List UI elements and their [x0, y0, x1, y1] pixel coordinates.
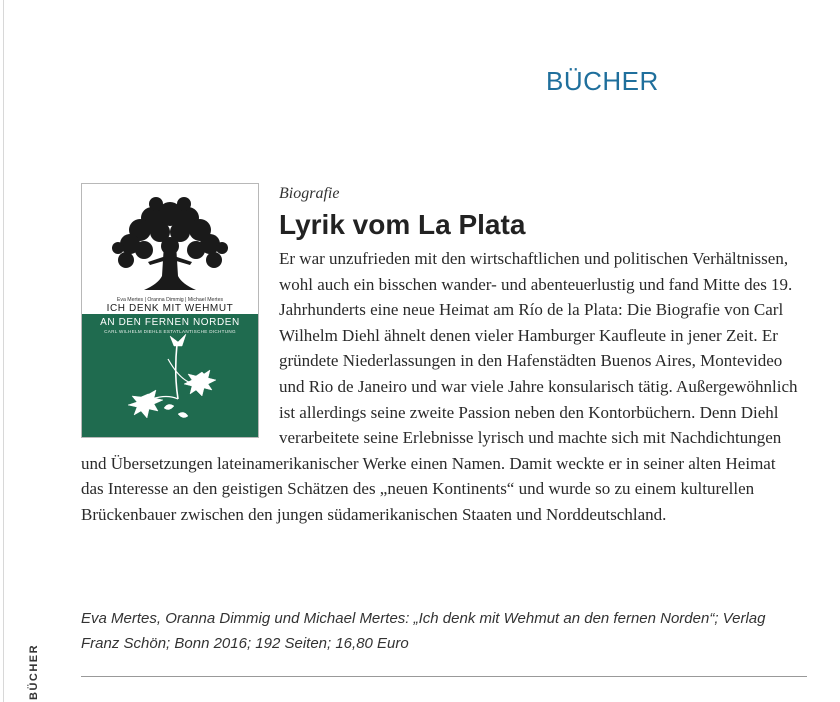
- book-review-article: [81, 183, 801, 528]
- cover-title-bottom: AN DEN FERNEN NORDEN: [100, 317, 240, 328]
- cover-title-top: ICH DENK MIT WEHMUT: [106, 303, 234, 314]
- page-edge-rule: [3, 0, 4, 702]
- article-headline: Lyrik vom La Plata: [279, 209, 526, 240]
- cover-subtitle: CARL WILHELM DIEHLS ESTATLANTISCHE DICHTUNG: [104, 329, 236, 334]
- section-title: BÜCHER: [546, 66, 659, 96]
- book-credit: Eva Mertes, Oranna Dimmig und Michael Mertes: „Ich denk mit Wehmut an den fernen Norden“; Verlag Franz Schön; Bonn 2016; 192 Seiten; 16,80 Euro: [81, 610, 766, 652]
- cover-authors: Eva Mertes | Oranna Dimmig | Michael Mertes: [116, 297, 224, 303]
- book-cover-art: [82, 184, 258, 437]
- article-body: Er war unzufrieden mit den wirtschaftlichen und politischen Verhältnissen, wohl auch ein bisschen wander- und abenteuerlustig und fand Mitte des 19. Jahrhunderts eine neue Heimat am Río de la Plata: Die Biografie von Carl Wilhelm Diehl ähnelt denen vieler Hamburger Kaufleute in jener Zeit. Er gründete Niederlassungen in den Hafenstädten Buenos Aires, Montevideo und Rio de Janeiro und war viele Jahre konsularisch tätig. Außergewöhnlich ist allerdings seine zweite Passion neben den Kontorbüchern. Denn Diehl verarbeitete seine Erlebnisse lyrisch und machte sich mit Nachdichtungen und Übersetzungen lateinamerikanischer Werke einen Namen. Damit weckte er in seiner alten Heimat das Interesse an den geistigen Schätzen des „neuen Kontinents“ und wurde so zu einem kulturellen Brückenbauer zwischen den jungen südamerikanischen Staaten und Norddeutschland.: [81, 249, 798, 524]
- bottom-divider: [81, 676, 807, 677]
- book-cover[interactable]: [81, 183, 259, 438]
- tree-icon: [112, 197, 228, 290]
- side-section-label: BÜCHER: [28, 643, 40, 700]
- article-kicker: Biografie: [279, 185, 340, 202]
